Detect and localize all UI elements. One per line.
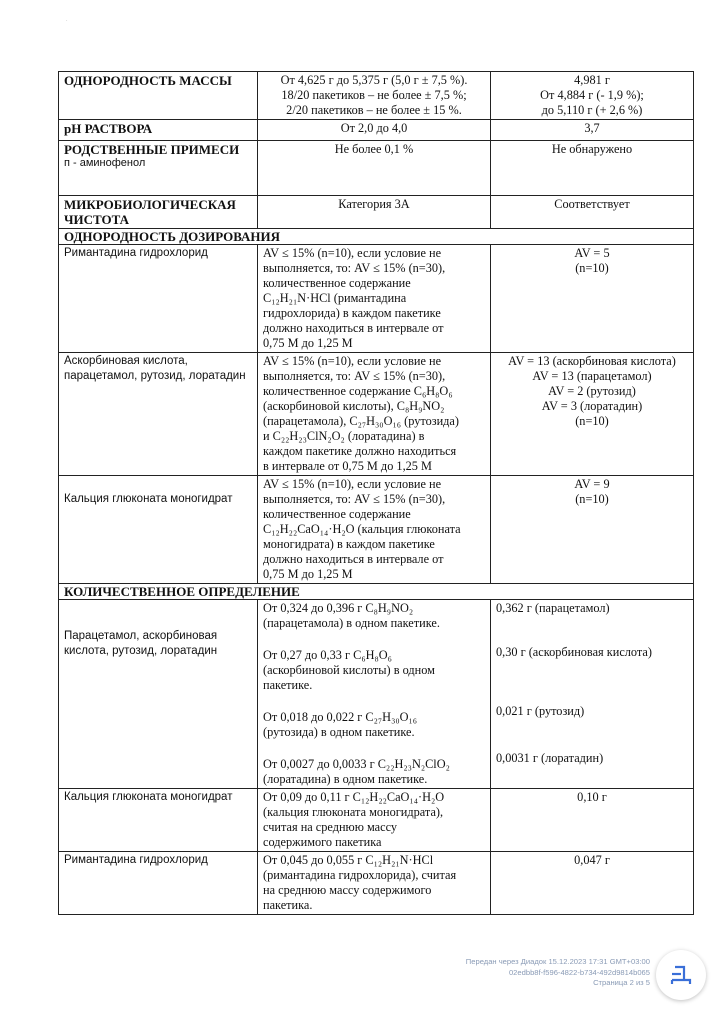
- stamp-page-number: Страница 2 из 5: [593, 978, 650, 987]
- dosing-spec-line: 0,75 М до 1,25 М: [263, 336, 353, 350]
- stamp-document-id: 02edbb8f-f596-4822-b734-492d9814b065: [508, 967, 650, 977]
- assay-spec-line: считая на среднюю массу: [263, 820, 398, 834]
- dosing-rimantadine-name: Римантадина гидрохлорид: [59, 245, 258, 353]
- table-row: [59, 600, 694, 789]
- assay-spec-line: От 0,09 до 0,11 г C₁₂H₂₂CaO₁₄·H₂O: [263, 790, 445, 804]
- dosing-spec-line: AV ≤ 15% (n=10), если условие не: [263, 354, 442, 368]
- table-row: [59, 789, 694, 852]
- table-row: [59, 120, 694, 141]
- dosing-spec-line: гидрохлорида) в каждом пакетике: [263, 306, 441, 320]
- mass-spec-line: 18/20 пакетиков – не более ± 7,5 %;: [281, 88, 467, 102]
- dosing-spec-line: выполняется, то: AV ≤ 15% (n=30),: [263, 261, 446, 275]
- dosing-calcium-name: Кальция глюконата моногидрат: [64, 493, 233, 505]
- assay-result-line: 0,362 г (парацетамол): [496, 601, 610, 615]
- dosing-result-line: (n=10): [575, 414, 609, 428]
- assay-spec-line: От 0,27 до 0,33 г C₆H₈O₆: [263, 648, 392, 662]
- dosing-result-line: AV = 13 (аскорбиновая кислота): [508, 354, 676, 368]
- assay-spec-line: (кальция глюконата моногидрата),: [263, 805, 444, 819]
- table-row: [59, 852, 694, 915]
- dosing-spec-line: моногидрата) в каждом пакетике: [263, 537, 435, 551]
- dosing-spec-line: должно находиться в интервале от: [263, 552, 444, 566]
- diadoc-logo-icon[interactable]: [656, 950, 706, 1000]
- dosing-spec-line: количественное содержание C₆H₈O₆: [263, 384, 453, 398]
- dosing-spec-line: количественное содержание: [263, 276, 411, 290]
- dosing-result-line: AV = 2 (рутозид): [548, 384, 636, 398]
- mass-spec-line: От 4,625 г до 5,375 г (5,0 г ± 7,5 %).: [280, 73, 468, 87]
- dosing-spec-line: выполняется, то: AV ≤ 15% (n=30),: [263, 369, 446, 383]
- dosing-ascorbic-name: Аскорбиновая кислота, парацетамол, рутозид, лоратадин: [59, 353, 258, 476]
- dosing-spec-line: должно находиться в интервале от: [263, 321, 444, 335]
- assay-spec-line: (аскорбиновой кислоты) в одном: [263, 663, 435, 677]
- dosing-spec-line: выполняется, то: AV ≤ 15% (n=30),: [263, 492, 446, 506]
- assay-spec-line: От 0,018 до 0,022 г C₂₇H₃₀O₁₆: [263, 710, 418, 724]
- diadoc-stamp: [466, 957, 650, 989]
- mass-result-line: От 4,884 г (- 1,9 %);: [540, 88, 644, 102]
- stamp-transmission-line: Передан через Диадок 15.12.2023 17:31 GMT+03:00: [465, 957, 650, 966]
- assay-spec-line: содержимого пакетика: [263, 835, 382, 849]
- dosing-spec-line: (парацетамола), C₂₇H₃₀O₁₆ (рутозида): [263, 414, 459, 428]
- dosing-spec-line: AV ≤ 15% (n=10), если условие не: [263, 246, 442, 260]
- assay-calcium-name: Кальция глюконата моногидрат: [59, 789, 258, 852]
- section-row: [59, 229, 694, 245]
- dosing-spec-line: (аскорбиновой кислоты), C₈H₉NO₂: [263, 399, 445, 413]
- impurities-subtitle: п - аминофенол: [64, 157, 146, 169]
- table-row: [59, 476, 694, 584]
- micro-result: Соответствует: [491, 196, 694, 229]
- assay-spec-line: (рутозида) в одном пакетике.: [263, 725, 415, 739]
- dosing-result-line: AV = 9: [574, 477, 610, 491]
- dosing-section-title: ОДНОРОДНОСТЬ ДОЗИРОВАНИЯ: [59, 229, 694, 245]
- assay-section-title: КОЛИЧЕСТВЕННОЕ ОПРЕДЕЛЕНИЕ: [59, 584, 694, 600]
- table-row: [59, 196, 694, 229]
- dosing-result-line: AV = 13 (парацетамол): [532, 369, 652, 383]
- mass-uniformity-title: ОДНОРОДНОСТЬ МАССЫ: [64, 73, 232, 88]
- microbiological-title: МИКРОБИОЛОГИЧЕСКАЯ ЧИСТОТА: [64, 197, 236, 227]
- assay-spec-line: (римантадина гидрохлорида), считая: [263, 868, 457, 882]
- assay-spec-line: От 0,0027 до 0,0033 г C₂₂H₂₃N₂ClO₂: [263, 757, 450, 771]
- section-row: [59, 584, 694, 600]
- assay-calcium-result: 0,10 г: [491, 789, 694, 852]
- assay-spec-line: (лоратадина) в одном пакетике.: [263, 772, 428, 786]
- dosing-spec-line: AV ≤ 15% (n=10), если условие не: [263, 477, 442, 491]
- assay-result-line: 0,0031 г (лоратадин): [496, 751, 604, 765]
- ph-spec: От 2,0 до 4,0: [258, 120, 491, 141]
- ph-title: pH РАСТВОРА: [64, 121, 153, 136]
- assay-rimantadine-name: Римантадина гидрохлорид: [59, 852, 258, 915]
- assay-spec-line: пакетика.: [263, 898, 313, 912]
- dosing-spec-line: каждом пакетике должно находиться: [263, 444, 457, 458]
- dosing-spec-line: 0,75 М до 1,25 М: [263, 567, 353, 581]
- table-row: [59, 141, 694, 196]
- assay-spec-line: От 0,045 до 0,055 г C₁₂H₂₁N·HCl: [263, 853, 434, 867]
- impurities-title: РОДСТВЕННЫЕ ПРИМЕСИ: [64, 142, 240, 157]
- assay-spec-line: От 0,324 до 0,396 г C₈H₉NO₂: [263, 601, 414, 615]
- assay-multi-name: Парацетамол, аскорбиновая кислота, рутозид, лоратадин: [64, 630, 218, 657]
- dosing-spec-line: в интервале от 0,75 М до 1,25 М: [263, 459, 432, 473]
- diadoc-logo-glyph: [669, 963, 693, 987]
- dosing-result-line: (n=10): [575, 492, 609, 506]
- ph-result: 3,7: [491, 120, 694, 141]
- mass-spec-line: 2/20 пакетиков – не более ± 15 %.: [286, 103, 462, 117]
- assay-spec-line: пакетике.: [263, 678, 313, 692]
- dosing-spec-line: и C₂₂H₂₃ClN₂O₂ (лоратадина) в: [263, 429, 425, 443]
- table-row: [59, 353, 694, 476]
- table-row: [59, 72, 694, 120]
- page-mark: .: [66, 17, 68, 23]
- impurities-spec: Не более 0,1 %: [258, 141, 491, 196]
- dosing-spec-line: C₁₂H₂₂CaO₁₄·H₂O (кальция глюконата: [263, 522, 461, 536]
- dosing-result-line: AV = 5: [574, 246, 610, 260]
- assay-spec-line: на среднюю массу содержимого: [263, 883, 432, 897]
- micro-spec: Категория 3А: [258, 196, 491, 229]
- dosing-result-line: (n=10): [575, 261, 609, 275]
- dosing-result-line: AV = 3 (лоратадин): [541, 399, 643, 413]
- dosing-spec-line: количественное содержание: [263, 507, 411, 521]
- impurities-result: Не обнаружено: [491, 141, 694, 196]
- mass-result-line: 4,981 г: [574, 73, 610, 87]
- specification-table: [58, 71, 694, 915]
- dosing-spec-line: C₁₂H₂₁N·HCl (римантадина: [263, 291, 407, 305]
- assay-rimantadine-result: 0,047 г: [491, 852, 694, 915]
- assay-result-line: 0,30 г (аскорбиновая кислота): [496, 645, 652, 659]
- assay-spec-line: (парацетамола) в одном пакетике.: [263, 616, 440, 630]
- assay-result-line: 0,021 г (рутозид): [496, 704, 585, 718]
- mass-result-line: до 5,110 г (+ 2,6 %): [541, 103, 643, 117]
- table-row: [59, 245, 694, 353]
